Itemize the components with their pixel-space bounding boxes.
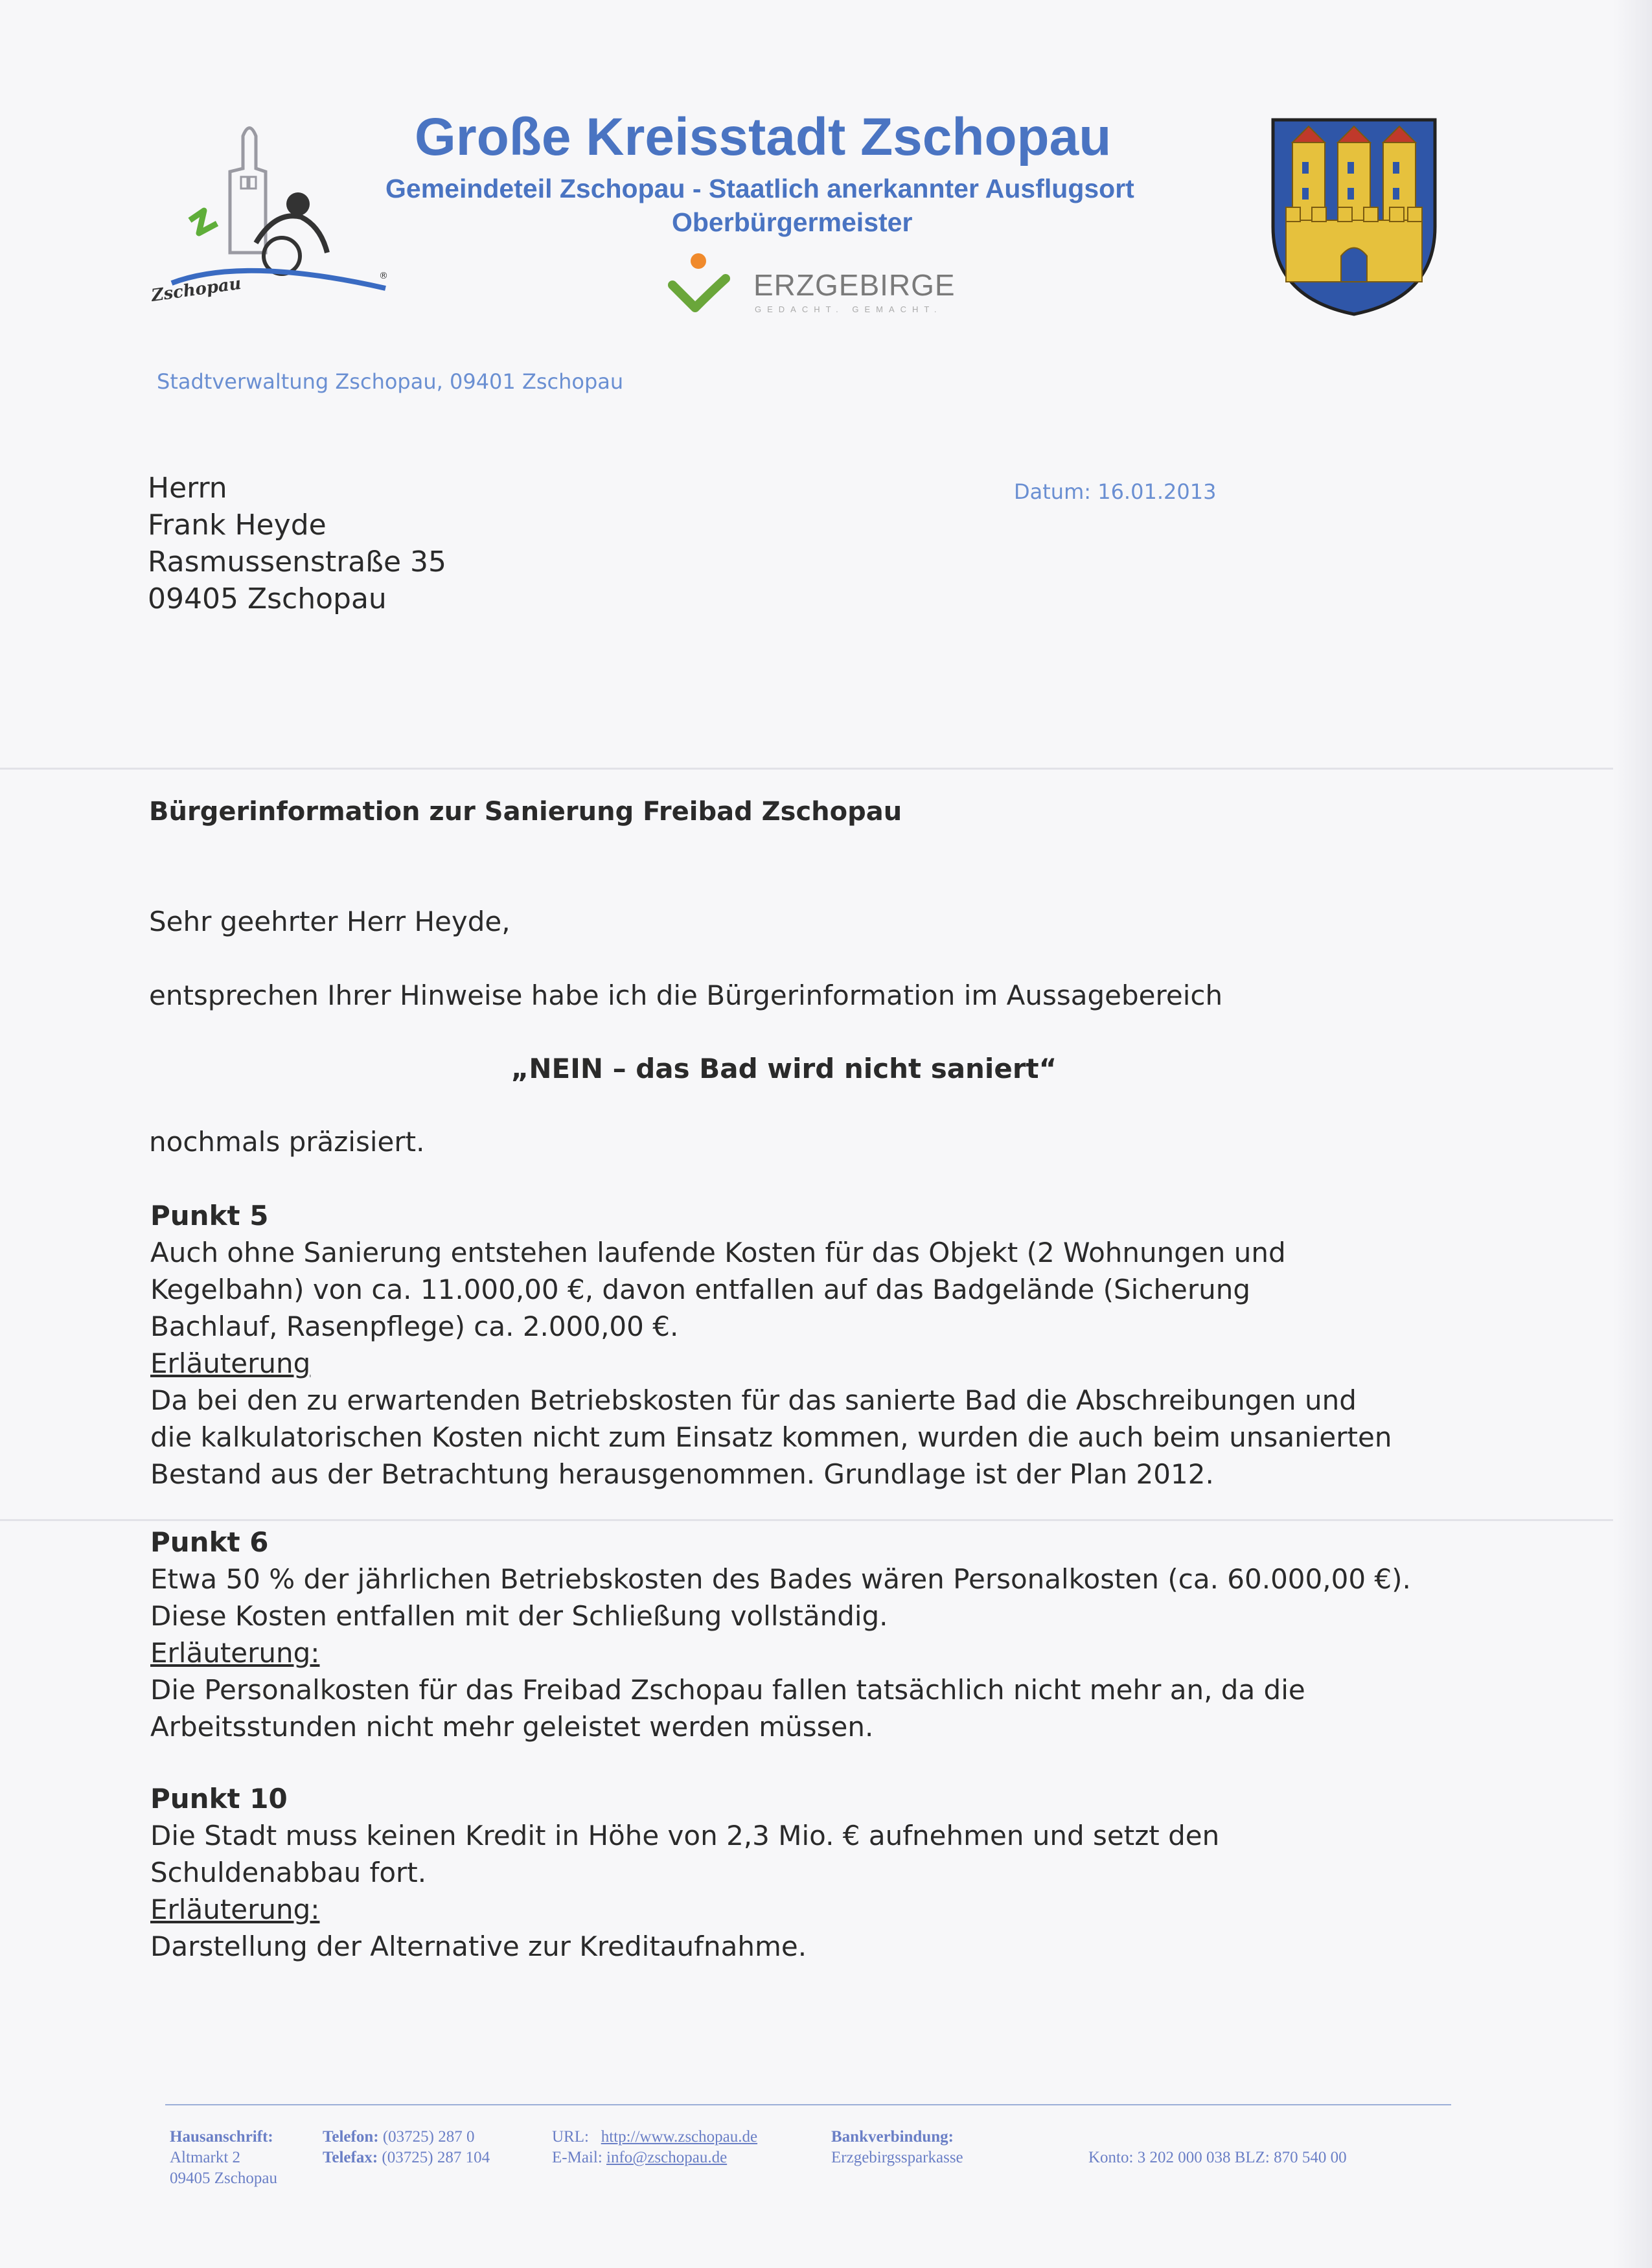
note-label: Erläuterung: [150, 1637, 320, 1669]
footer-phone-label: Telefon: [323, 2128, 379, 2146]
note-line: Arbeitsstunden nicht mehr geleistet werden müssen. [150, 1711, 874, 1743]
point-section [150, 1780, 1219, 1965]
footer-bank-name: Erzgebirgssparkasse [831, 2149, 963, 2166]
footer-fax-value: (03725) 287 104 [382, 2149, 490, 2166]
point-line: Auch ohne Sanierung entstehen laufende Kosten für das Objekt (2 Wohnungen und [150, 1237, 1286, 1268]
point-line: Schuldenabbau fort. [150, 1857, 427, 1888]
point-heading: Punkt 5 [150, 1200, 269, 1231]
footer-bank-label: Bankverbindung: [831, 2128, 954, 2146]
zschopau-city-logo [146, 113, 392, 308]
recipient-address [148, 470, 446, 617]
recipient-name: Frank Heyde [148, 509, 327, 542]
intro-text: entsprechen Ihrer Hinweise habe ich die Bürgerinformation im Aussagebereich [149, 979, 1223, 1011]
footer-address-line: 09405 Zschopau [170, 2170, 277, 2187]
city-logo-text: Zschopau [150, 273, 243, 306]
point-line: Etwa 50 % der jährlichen Betriebskosten des Bades wären Personalkosten (ca. 60.000,00 €). [150, 1563, 1411, 1595]
footer-url-label: URL: [552, 2128, 589, 2146]
point-section [150, 1197, 1392, 1493]
note-line: Da bei den zu erwartenden Betriebskosten für das sanierte Bad die Abschreibungen und [150, 1384, 1357, 1416]
quote-text: „NEIN – das Bad wird nicht saniert“ [511, 1053, 1057, 1084]
coat-of-arms-icon [1270, 117, 1438, 317]
footer-address-line: Altmarkt 2 [170, 2149, 241, 2166]
note-label: Erläuterung [150, 1347, 311, 1379]
sender-line: Stadtverwaltung Zschopau, 09401 Zschopau [157, 369, 624, 394]
footer-email-link[interactable]: info@zschopau.de [606, 2149, 728, 2166]
footer-account: Konto: 3 202 000 038 BLZ: 870 540 00 [1088, 2149, 1347, 2166]
footer-phone [323, 2127, 490, 2168]
point-heading: Punkt 6 [150, 1526, 269, 1558]
erzgebirge-logo-text: ERZGEBIRGE [753, 268, 956, 302]
footer-divider [165, 2104, 1451, 2105]
point-line: Bachlauf, Rasenpflege) ca. 2.000,00 €. [150, 1311, 679, 1342]
footer-url-link[interactable]: http://www.zschopau.de [601, 2128, 758, 2146]
fold-line [0, 1519, 1652, 1521]
note-line: Bestand aus der Betrachtung herausgenommen. Grundlage ist der Plan 2012. [150, 1458, 1214, 1490]
footer-fax-label: Telefax: [323, 2149, 378, 2166]
note-label: Erläuterung: [150, 1894, 320, 1925]
footer-phone-value: (03725) 287 0 [382, 2128, 475, 2146]
letter-date: Datum: 16.01.2013 [1014, 479, 1217, 504]
footer-web [552, 2127, 757, 2168]
recipient-salutation: Herrn [148, 472, 227, 505]
erzgebirge-logo-tagline: GEDACHT. GEMACHT. [755, 304, 943, 314]
point-line: Diese Kosten entfallen mit der Schließung vollständig. [150, 1600, 888, 1632]
note-line: Die Personalkosten für das Freibad Zschopau fallen tatsächlich nicht mehr an, da die [150, 1674, 1305, 1706]
footer-email-label: E-Mail: [552, 2149, 602, 2166]
recipient-city: 09405 Zschopau [148, 582, 387, 615]
paper-edge [1613, 0, 1652, 2268]
footer-address [170, 2127, 277, 2189]
header-subtitle: Gemeindeteil Zschopau - Staatlich anerkannter Ausflugsort [385, 174, 1134, 203]
fold-line [0, 768, 1652, 770]
note-line: Darstellung der Alternative zur Kreditaufnahme. [150, 1930, 807, 1962]
after-quote-text: nochmals präzisiert. [149, 1126, 425, 1158]
letter-subject: Bürgerinformation zur Sanierung Freibad Zschopau [149, 797, 902, 827]
note-line: die kalkulatorischen Kosten nicht zum Einsatz kommen, wurden die auch beim unsanierten [150, 1421, 1392, 1453]
header-office: Oberbürgermeister [672, 207, 913, 237]
point-heading: Punkt 10 [150, 1783, 288, 1815]
erzgebirge-logo-icon [666, 249, 731, 321]
svg-text:®: ® [379, 271, 388, 281]
recipient-street: Rasmussenstraße 35 [148, 545, 447, 578]
point-line: Die Stadt muss keinen Kredit in Höhe von 2,3 Mio. € aufnehmen und setzt den [150, 1820, 1220, 1851]
footer-address-label: Hausanschrift: [170, 2128, 273, 2146]
greeting: Sehr geehrter Herr Heyde, [149, 906, 511, 937]
page-title: Große Kreisstadt Zschopau [415, 108, 1112, 166]
footer-bank [831, 2127, 963, 2168]
point-line: Kegelbahn) von ca. 11.000,00 €, davon entfallen auf das Badgelände (Sicherung [150, 1274, 1251, 1305]
point-section [150, 1524, 1411, 1745]
